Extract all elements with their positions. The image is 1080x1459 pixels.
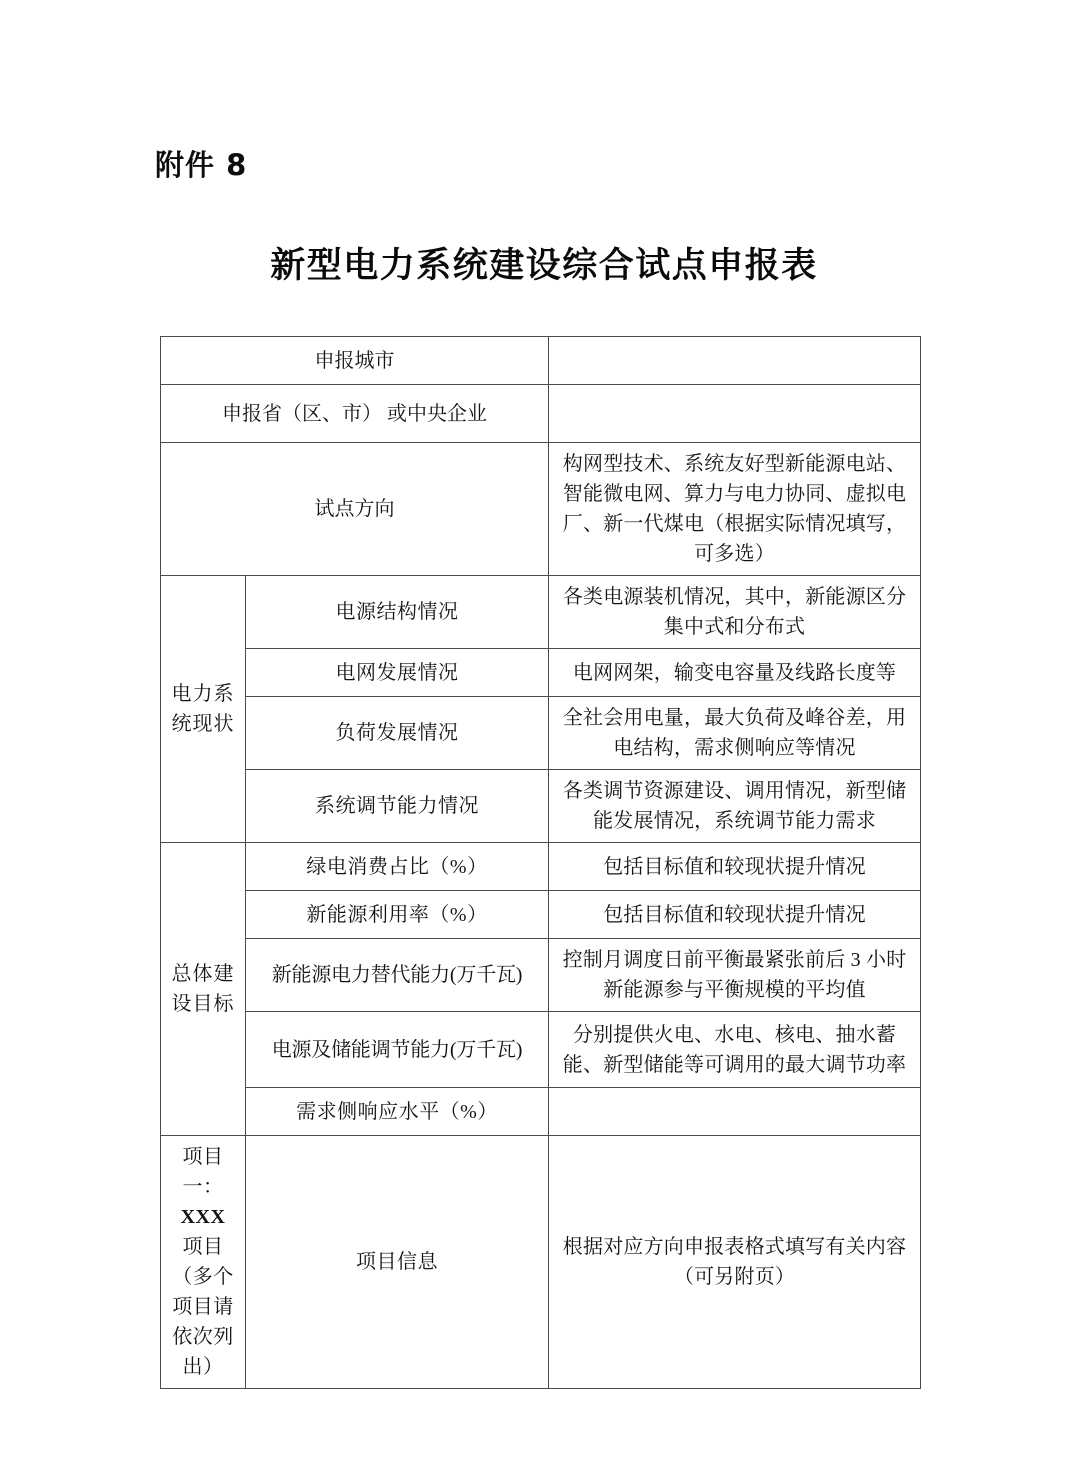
table-row-source-storage-regulation xyxy=(161,1012,921,1088)
item-name-power-structure: 电源结构情况 xyxy=(246,576,549,649)
project-label-line-4: 项目 xyxy=(182,1236,224,1258)
section-label-overall-goals xyxy=(161,843,246,1136)
item-name-source-storage-regulation: 电源及储能调节能力(万千瓦) xyxy=(246,1012,549,1088)
label-application-city: 申报城市 xyxy=(161,337,549,385)
section-goals-line1: 总体建 xyxy=(171,963,235,985)
item-desc-grid-development: 电网网架，输变电容量及线路长度等 xyxy=(549,649,921,697)
page-title: 新型电力系统建设综合试点申报表 xyxy=(270,246,818,286)
item-name-regulation-capability: 系统调节能力情况 xyxy=(246,770,549,843)
label-province-line1: 申报省（区、市） xyxy=(222,402,382,425)
table-row-province xyxy=(161,385,921,443)
project-label-line-2: 一： xyxy=(182,1176,224,1198)
item-desc-power-structure: 各类电源装机情况，其中，新能源区分集中式和分布式 xyxy=(549,576,921,649)
item-name-grid-development: 电网发展情况 xyxy=(246,649,549,697)
table-row-regulation-capability xyxy=(161,770,921,843)
value-application-province[interactable] xyxy=(549,385,921,443)
table-row-demand-response xyxy=(161,1088,921,1136)
item-desc-regulation-capability: 各类调节资源建设、调用情况，新型储能发展情况，系统调节能力需求 xyxy=(549,770,921,843)
table-row-green-power-share xyxy=(161,843,921,891)
section-label-project-one xyxy=(161,1136,246,1389)
label-application-province xyxy=(161,385,549,443)
label-pilot-direction: 试点方向 xyxy=(161,443,549,576)
table-row-power-structure xyxy=(161,576,921,649)
item-desc-renewable-substitution: 控制月调度日前平衡最紧张前后 3 小时新能源参与平衡规模的平均值 xyxy=(549,939,921,1012)
section-status-line1: 电力系 xyxy=(171,683,235,705)
table-row-city xyxy=(161,337,921,385)
project-label-line-6: 项目请 xyxy=(172,1296,234,1318)
item-desc-project-info: 根据对应方向申报表格式填写有关内容（可另附页） xyxy=(549,1136,921,1389)
section-label-system-status xyxy=(161,576,246,843)
project-label-line-1: 项目 xyxy=(182,1146,224,1168)
item-desc-renewable-utilization: 包括目标值和较现状提升情况 xyxy=(549,891,921,939)
table-row-renewable-utilization xyxy=(161,891,921,939)
item-desc-load-development: 全社会用电量，最大负荷及峰谷差，用电结构，需求侧响应等情况 xyxy=(549,697,921,770)
item-desc-green-power-share: 包括目标值和较现状提升情况 xyxy=(549,843,921,891)
item-desc-demand-response[interactable] xyxy=(549,1088,921,1136)
attachment-label: 附件 8 xyxy=(155,148,248,182)
table-row-grid-development xyxy=(161,649,921,697)
item-name-renewable-utilization: 新能源利用率（%） xyxy=(246,891,549,939)
project-label-line-8: 出） xyxy=(182,1356,224,1378)
project-label-line-3: XXX xyxy=(180,1206,226,1228)
value-application-city[interactable] xyxy=(549,337,921,385)
item-name-green-power-share: 绿电消费占比（%） xyxy=(246,843,549,891)
label-province-line2: 或中央企业 xyxy=(387,402,487,425)
item-name-project-info: 项目信息 xyxy=(246,1136,549,1389)
item-name-renewable-substitution: 新能源电力替代能力(万千瓦) xyxy=(246,939,549,1012)
table-row-renewable-substitution xyxy=(161,939,921,1012)
project-label-line-7: 依次列 xyxy=(172,1326,234,1348)
value-pilot-direction[interactable]: 构网型技术、系统友好型新能源电站、智能微电网、算力与电力协同、虚拟电厂、新一代煤电（根据实际情况填写，可多选） xyxy=(549,443,921,576)
item-desc-source-storage-regulation: 分别提供火电、水电、核电、抽水蓄能、新型储能等可调用的最大调节功率 xyxy=(549,1012,921,1088)
section-status-line2: 统现状 xyxy=(171,713,235,735)
form-table xyxy=(160,336,921,1389)
application-form xyxy=(160,336,920,1389)
section-goals-line2: 设目标 xyxy=(171,993,235,1015)
table-row-load-development xyxy=(161,697,921,770)
table-row-pilot-direction xyxy=(161,443,921,576)
project-label-line-5: （多个 xyxy=(172,1266,234,1288)
item-name-demand-response: 需求侧响应水平（%） xyxy=(246,1088,549,1136)
table-row-project-one xyxy=(161,1136,921,1389)
item-name-load-development: 负荷发展情况 xyxy=(246,697,549,770)
